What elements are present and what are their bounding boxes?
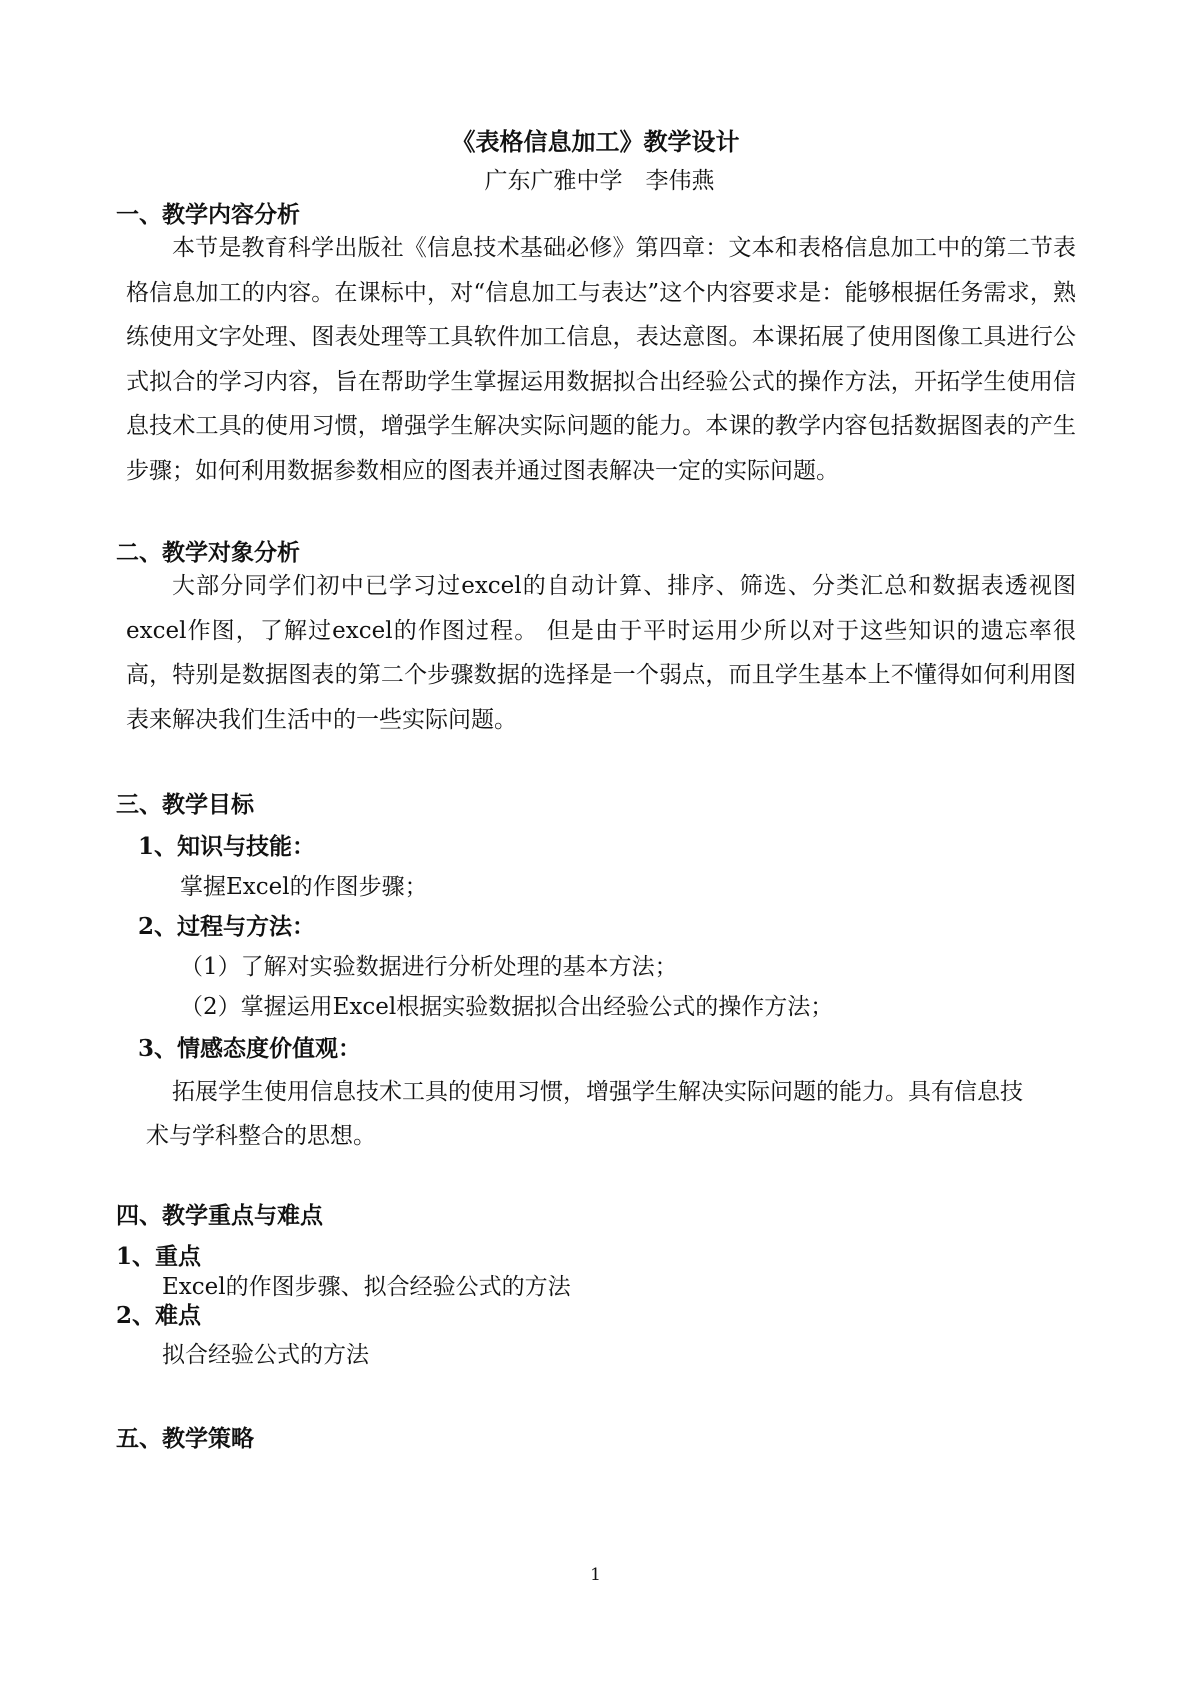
section-heading-teaching-goals: 三、教学目标 bbox=[116, 791, 254, 818]
goal-attitude-line-1: 拓展学生使用信息技术工具的使用习惯，增强学生解决实际问题的能力。具有信息技 bbox=[172, 1079, 1023, 1105]
key-point-title: 1、重点 bbox=[116, 1243, 202, 1270]
key-point-text: Excel的作图步骤、拟合经验公式的方法 bbox=[162, 1274, 571, 1300]
goal-knowledge-text: 掌握Excel的作图步骤； bbox=[180, 874, 428, 900]
goal-process-item-2: （2）掌握运用Excel根据实验数据拟合出经验公式的操作方法； bbox=[180, 994, 834, 1020]
goal-attitude-title: 3、情感态度价值观： bbox=[138, 1035, 362, 1062]
goal-knowledge-title: 1、知识与技能： bbox=[138, 833, 316, 860]
difficulty-text: 拟合经验公式的方法 bbox=[162, 1342, 369, 1368]
goal-attitude-line-2: 术与学科整合的思想。 bbox=[146, 1123, 376, 1149]
goal-process-title: 2、过程与方法： bbox=[138, 913, 316, 940]
author-line: 广东广雅中学 李伟燕 bbox=[484, 168, 715, 194]
difficulty-title: 2、难点 bbox=[116, 1302, 202, 1329]
goal-process-item-1: （1）了解对实验数据进行分析处理的基本方法； bbox=[180, 954, 678, 980]
section-heading-student-analysis: 二、教学对象分析 bbox=[116, 539, 300, 566]
section-heading-strategy: 五、教学策略 bbox=[116, 1425, 254, 1452]
document-title: 《表格信息加工》教学设计 bbox=[451, 127, 740, 156]
section-heading-key-points: 四、教学重点与难点 bbox=[116, 1202, 323, 1229]
page-number: 1 bbox=[590, 1565, 601, 1585]
paragraph-content-analysis: 本节是教育科学出版社《信息技术基础必修》第四章：文本和表格信息加工中的第二节表格信息加工的内容。在课标中，对“信息加工与表达”这个内容要求是：能够根据任务需求，熟练使用文字处理、图表处理等工具软件加工信息，表达意图。本课拓展了使用图像工具进行公式拟合的学习内容，旨在帮助学生掌握运用数据拟合出经验公式的操作方法，开拓学生使用信息技术工具的使用习惯，增强学生解决实际问题的能力。本课的教学内容包括数据图表的产生步骤；如何利用数据参数相应的图表并通过图表解决一定的实际问题。 bbox=[126, 235, 1076, 484]
paragraph-student-analysis: 大部分同学们初中已学习过excel的自动计算、排序、筛选、分类汇总和数据表透视图excel作图，了解过excel的作图过程。 但是由于平时运用少所以对于这些知识的遗忘率很高，特别是数据图表的第二个步骤数据的选择是一个弱点，而且学生基本上不懂得如何利用图表来解决我们生活中的一些实际问题。 bbox=[126, 573, 1076, 733]
section-heading-content-analysis: 一、教学内容分析 bbox=[116, 201, 300, 228]
